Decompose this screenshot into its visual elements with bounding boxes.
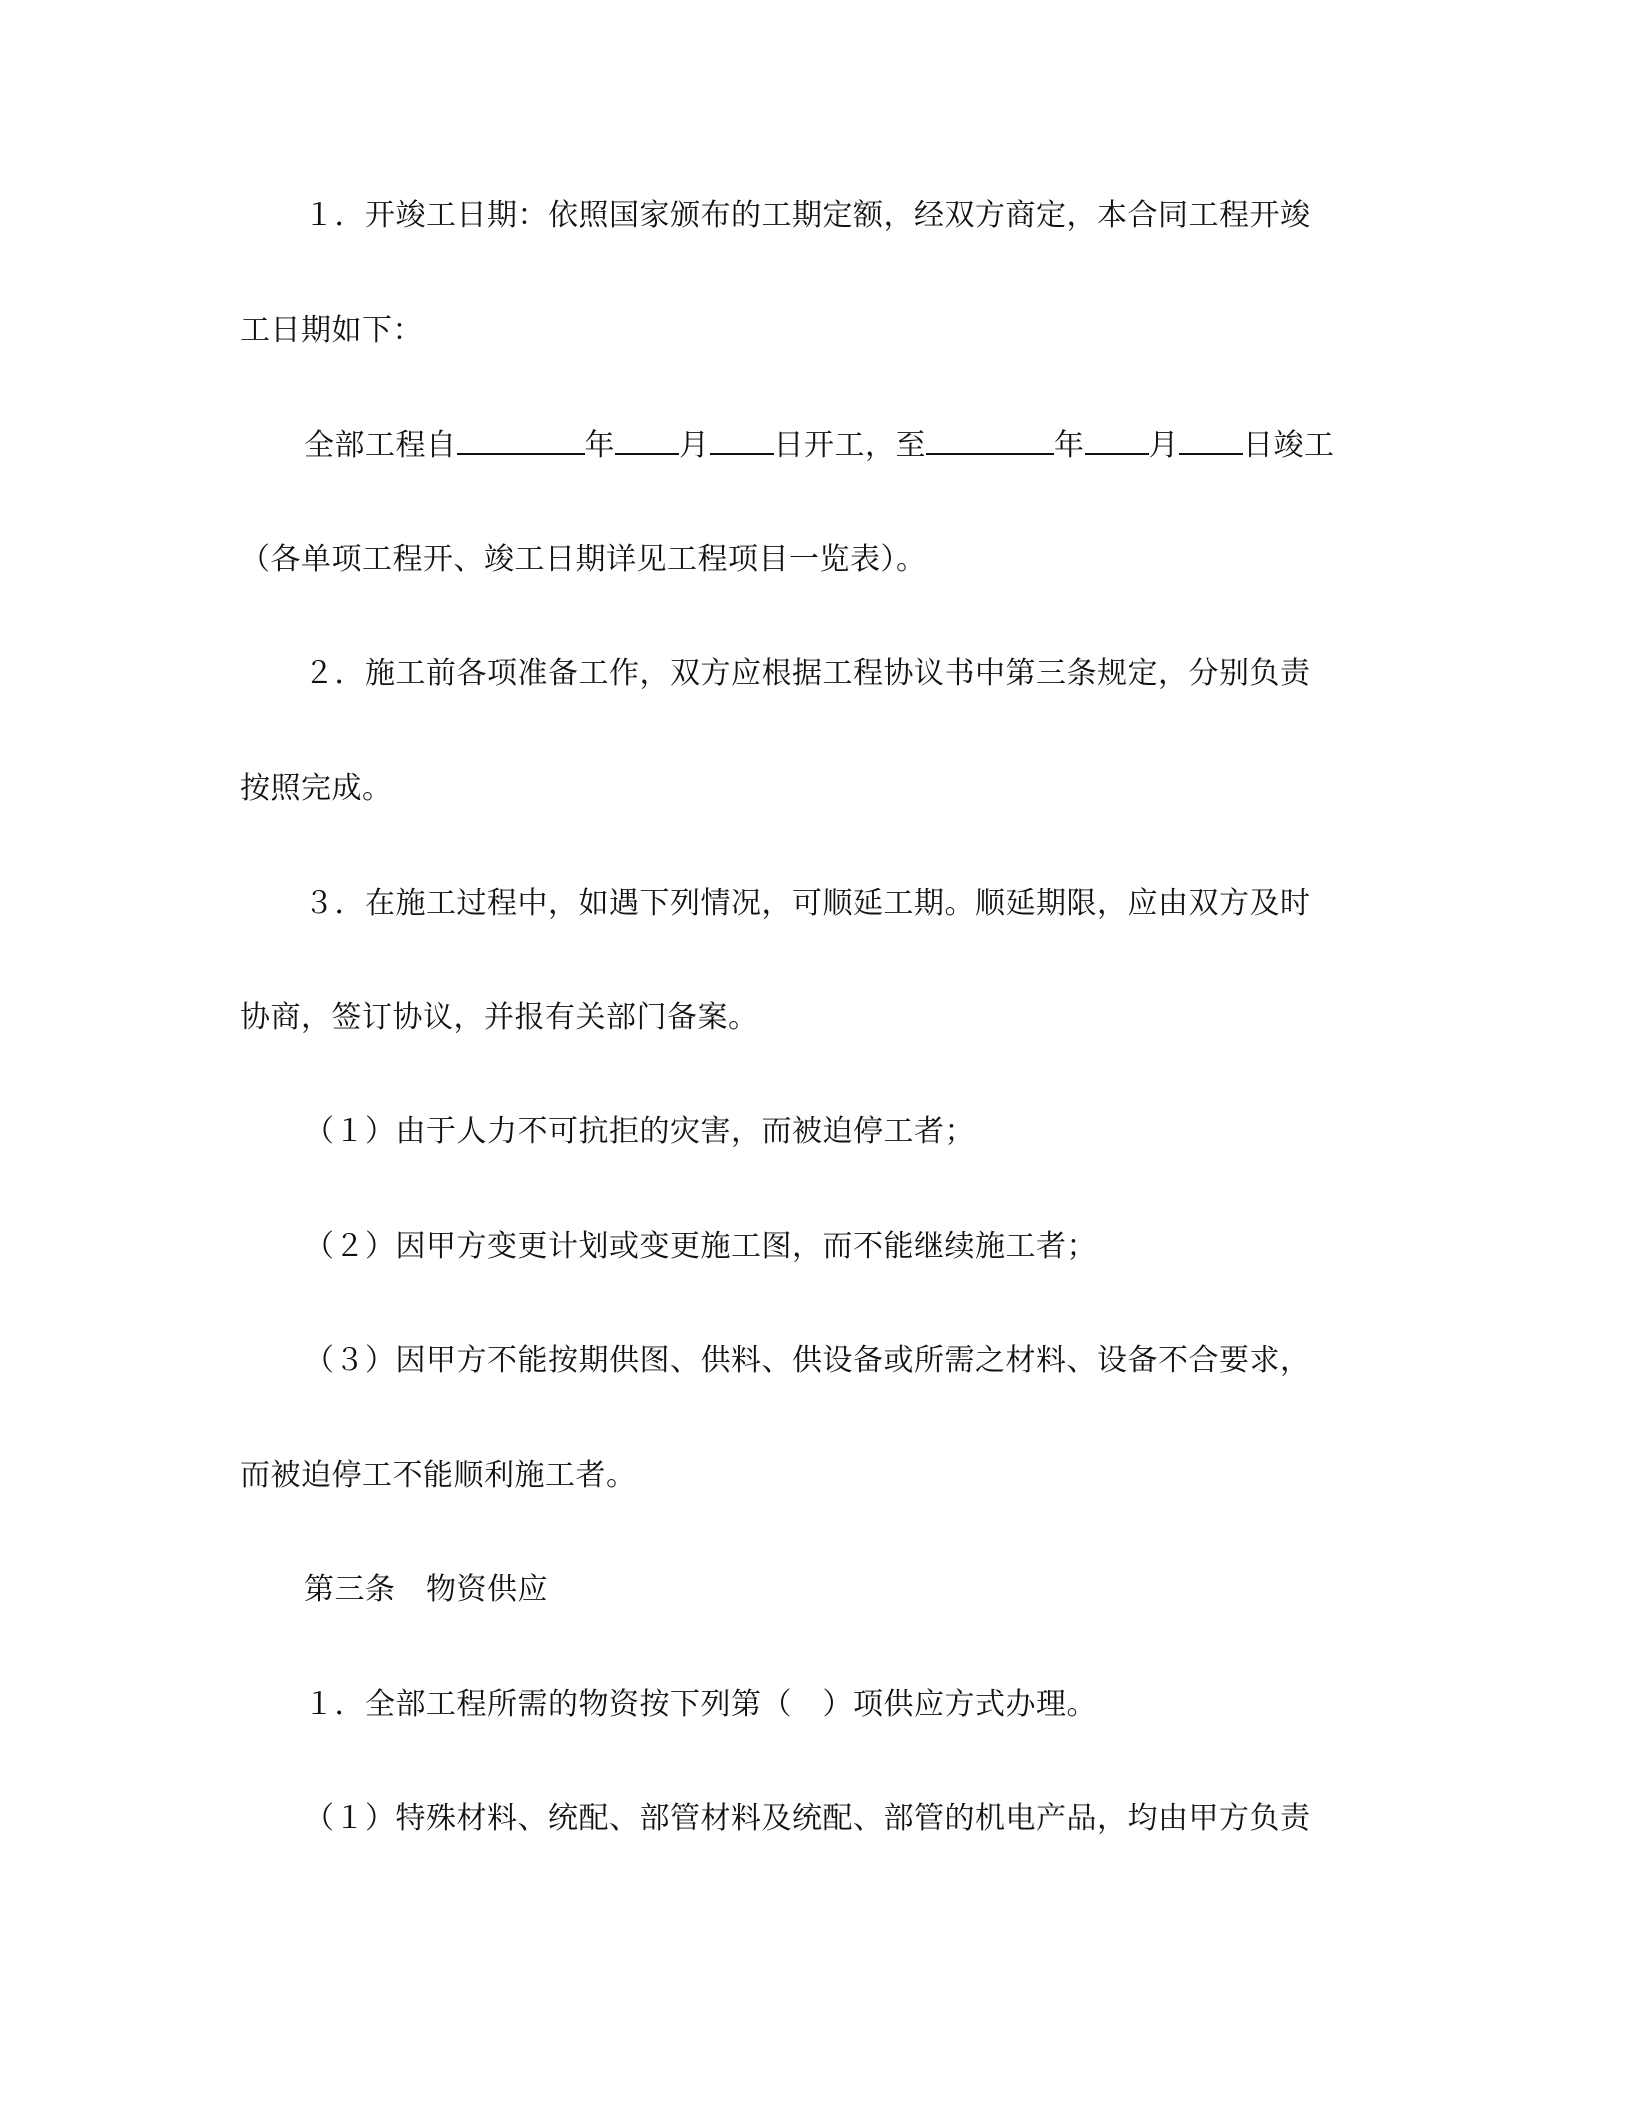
- start-month-label: 月: [679, 428, 710, 463]
- start-month-blank: [615, 425, 679, 455]
- end-day-blank: [1179, 425, 1243, 455]
- clause-1-line-2: 工日期如下：: [240, 313, 423, 348]
- start-year-label: 年: [584, 428, 615, 463]
- clause-2-line-2: 按照完成。: [240, 771, 393, 806]
- end-day-label: 日竣工: [1243, 428, 1335, 463]
- clause-2-line-1: ２．施工前各项准备工作，双方应根据工程协议书中第三条规定，分别负责: [304, 656, 1311, 691]
- clause-3-line-2: 协商，签订协议，并报有关部门备案。: [240, 1000, 759, 1035]
- article-3-heading: 第三条 物资供应: [304, 1572, 548, 1607]
- supply-item-1: （１）特殊材料、统配、部管材料及统配、部管的机电产品，均由甲方负责: [304, 1801, 1311, 1836]
- schedule-note: （各单项工程开、竣工日期详见工程项目一览表）。: [240, 542, 927, 577]
- start-year-blank: [457, 425, 585, 455]
- schedule-lead: 全部工程自: [304, 428, 457, 463]
- end-year-blank: [926, 425, 1054, 455]
- start-day-blank: [710, 425, 774, 455]
- condition-1: （１）由于人力不可抗拒的灾害，而被迫停工者；: [304, 1114, 975, 1149]
- clause-1-line-1: １．开竣工日期：依照国家颁布的工期定额，经双方商定，本合同工程开竣: [304, 198, 1311, 233]
- end-month-blank: [1085, 425, 1149, 455]
- condition-3-line-2: 而被迫停工不能顺利施工者。: [240, 1458, 637, 1493]
- condition-2: （２）因甲方变更计划或变更施工图，而不能继续施工者；: [304, 1229, 1097, 1264]
- clause-3-line-1: ３．在施工过程中，如遇下列情况，可顺延工期。顺延期限，应由双方及时: [304, 886, 1311, 921]
- supply-clause-1: １．全部工程所需的物资按下列第（ ）项供应方式办理。: [304, 1687, 1097, 1722]
- end-year-label: 年: [1054, 428, 1085, 463]
- end-month-label: 月: [1148, 428, 1179, 463]
- schedule-line: [304, 425, 1424, 466]
- start-day-label: 日开工，至: [773, 428, 926, 463]
- condition-3-line-1: （３）因甲方不能按期供图、供料、供设备或所需之材料、设备不合要求，: [304, 1343, 1311, 1378]
